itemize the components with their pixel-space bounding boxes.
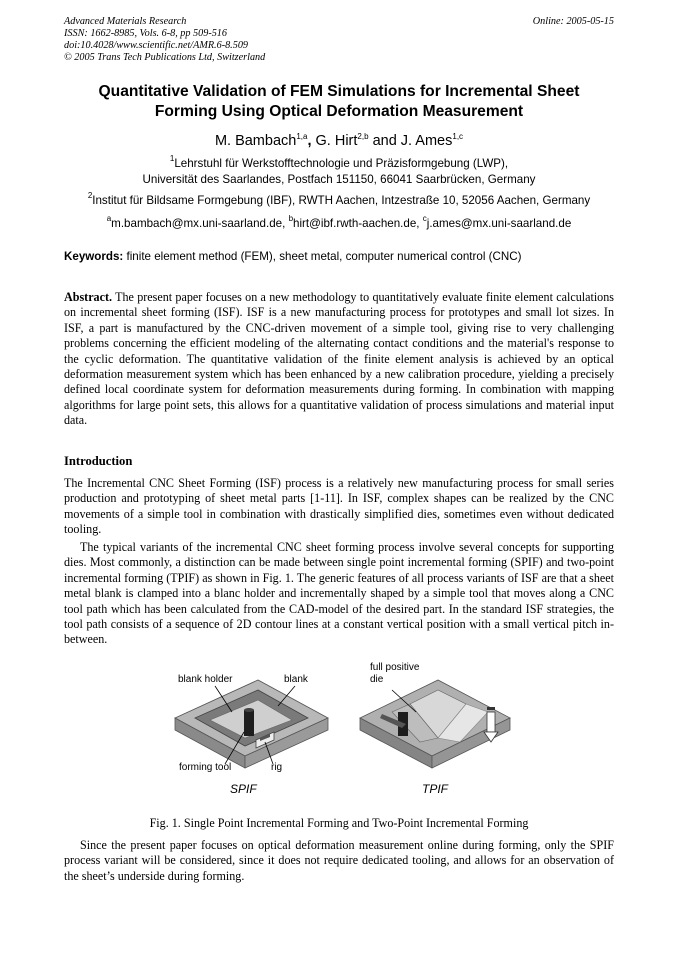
- title-line-1: Quantitative Validation of FEM Simulations for Incremental Sheet: [98, 83, 580, 100]
- forming-tool-shape: [244, 710, 254, 736]
- sublabel-spif: SPIF: [230, 782, 257, 796]
- email-list: $^a$m.bambach@mx.uni-saarland.de, $^b$hirt@ibf.rwth-aachen.de, $^c$j.ames@mx.uni-saarland.de: [106, 214, 572, 230]
- affiliation-2: [40, 193, 638, 209]
- spif-illustration: [175, 680, 328, 768]
- affiliation-text: Institut für Bildsame Formgebung (IBF), RWTH Aachen, Intzestraße 10, 52056 Aachen, Germany: [92, 194, 591, 207]
- issn-line: ISSN: 1662-8985, Vols. 6-8, pp 509-516: [64, 28, 227, 39]
- section-heading-introduction: Introduction: [64, 454, 133, 468]
- paper-title: [60, 82, 618, 122]
- intro-paragraph-3: Since the present paper focuses on optical deformation measurement online during forming, only the SPIF process variant will be considered, since it does not require dedicated tooling, and allows for an observation of the sheet’s underside during forming.: [64, 838, 614, 883]
- intro-paragraph-1: The Incremental CNC Sheet Forming (ISF) process is a relatively new manufacturing process for small series production and prototyping of sheet metal parts [1-11]. In ISF, complex shapes can be realized by the CNC movements of a simple tool in combination with drastically simplified dies, sometimes even without dedicated tooling.: [64, 476, 614, 537]
- affiliation-sup: 1: [169, 154, 175, 163]
- email-sup: a: [106, 214, 112, 223]
- journal-name: Advanced Materials Research: [64, 16, 187, 27]
- journal-header: [64, 16, 265, 64]
- author-name: G. Hirt: [315, 133, 358, 149]
- author-sup: 2,b: [357, 132, 369, 141]
- figure-1: [170, 660, 515, 800]
- author-name: J. Ames: [400, 133, 453, 149]
- abstract: [64, 290, 614, 429]
- tpif-illustration: [360, 680, 510, 768]
- affiliation-sup: 2: [87, 191, 93, 200]
- label-forming-tool: forming tool: [179, 762, 232, 773]
- author-sup: 1,a: [296, 132, 308, 141]
- label-blank-holder: blank holder: [178, 674, 233, 685]
- author-sup: 1,c: [452, 132, 464, 141]
- copyright-line: © 2005 Trans Tech Publications Ltd, Switzerland: [64, 52, 266, 63]
- author-name: M. Bambach: [214, 133, 297, 149]
- figure-caption: Fig. 1. Single Point Incremental Forming and Two-Point Incremental Forming: [149, 816, 529, 830]
- label-blank: blank: [284, 674, 308, 685]
- affiliation-text: Lehrstuhl für Werkstofftechnologie und Präzisformgebung (LWP),: [174, 157, 509, 170]
- affiliation-text: Universität des Saarlandes, Postfach 151150, 66041 Saarbrücken, Germany: [142, 173, 536, 186]
- doi-line: doi:10.4028/www.scientific.net/AMR.6-8.509: [64, 40, 249, 51]
- email-sup: b: [288, 214, 294, 223]
- keywords-label: Keywords:: [64, 250, 124, 263]
- keywords-text: finite element method (FEM), sheet metal, computer numerical control (CNC): [123, 250, 522, 263]
- email-sup: c: [422, 214, 427, 223]
- label-rig: rig: [271, 762, 283, 773]
- keywords: [64, 249, 624, 265]
- sublabel-tpif: TPIF: [422, 782, 448, 796]
- label-die: die: [370, 674, 384, 685]
- email-link[interactable]: m.bambach@mx.uni-saarland.de: [111, 217, 283, 230]
- email-link[interactable]: j.ames@mx.uni-saarland.de: [426, 217, 572, 230]
- abstract-label: Abstract.: [64, 290, 113, 304]
- author-list: [60, 132, 618, 150]
- label-full-positive: full positive: [370, 662, 420, 673]
- author-separator: and: [368, 133, 401, 149]
- email-link[interactable]: hirt@ibf.rwth-aachen.de: [293, 217, 417, 230]
- intro-paragraph-2: The typical variants of the incremental CNC sheet forming process involve several concepts for supporting dies. Most commonly, a distinction can be made between single point incremental forming (SPIF) and two-point incremental forming (TPIF) as shown in Fig. 1. The generic features of all process variants of ISF are that a sheet metal blank is clamped into a blanc holder and incrementally shaped by a simple tool that moves along a CNC tool path which has been calculated from the CAD-model of the desired part. In the standard ISF strategies, the tool path consists of a sequence of 2D contour lines at a constant vertical position with a small vertical pitch in-between.: [64, 540, 614, 647]
- title-line-2: Forming Using Optical Deformation Measurement: [154, 103, 524, 120]
- abstract-text: The present paper focuses on a new methodology to quantitatively evaluate finite element calculations on incremental sheet forming (ISF). ISF is a new manufacturing process for prototypes and small lot sizes. In ISF, a part is manufactured by the CNC-driven movement of a simple tool, giving rise to very challenging problems concerning the efficient modeling of the alternating contact conditions and the material's response to the cyclic deformation. The quantitative validation of the finite element analysis is achieved by an optical deformation measurement system which has been enhanced by a new calibration procedure, yielding a precisely defined local coordinate system for deformation measurements during forming. In combination with mapping algorithms for large point sets, this allows for a quantitative validation of process simulations and material input data.: [64, 290, 614, 428]
- author-separator: ,: [307, 133, 316, 149]
- affiliation-1: [40, 156, 638, 188]
- online-date: Online: 2005-05-15: [532, 16, 614, 27]
